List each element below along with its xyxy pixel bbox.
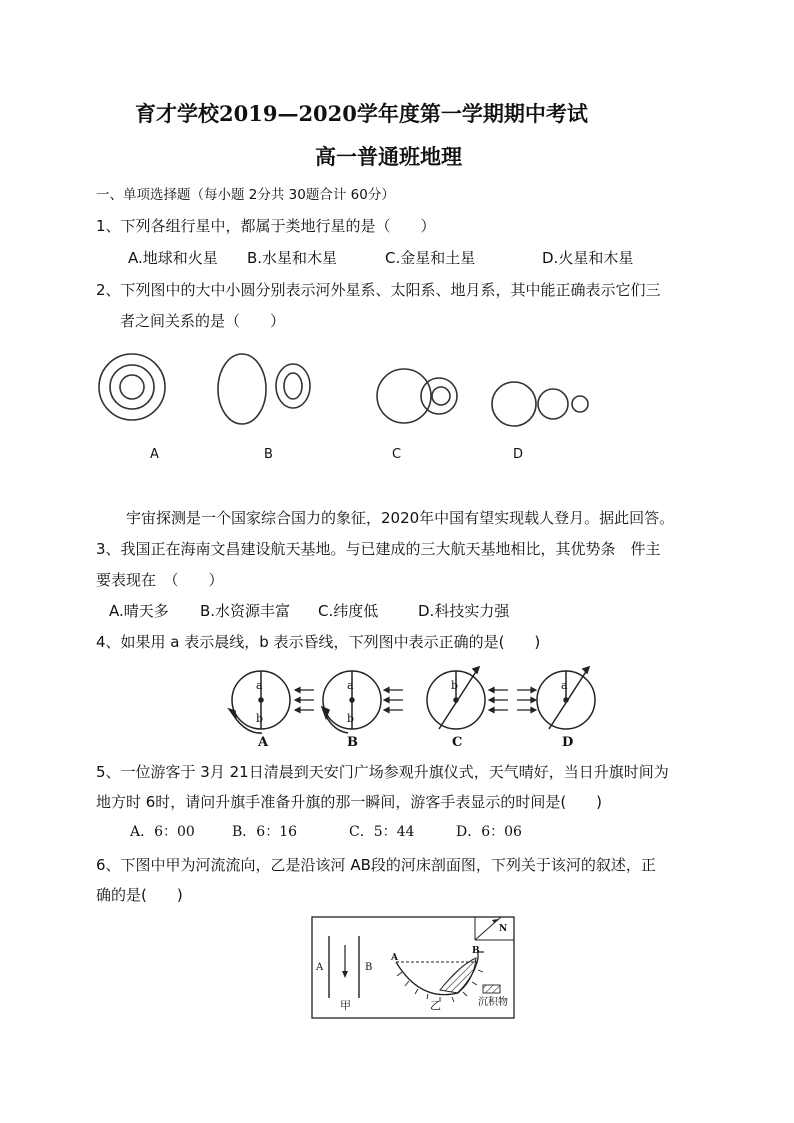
section-heading: 一、单项选择题（每小题 2分共 30题合计 60分） [96,187,395,203]
q4-a-label-fig-b: a [347,679,354,692]
q6-fig-yi: 乙 [430,999,441,1012]
passage-text: 宇宙探测是一个国家综合国力的象征，2020年中国有望实现载人登月。据此回答。 [126,509,675,527]
q2-label-c: C [392,447,402,462]
q4-a-label-fig-d: a [561,679,568,692]
q5-option-d: D．6：06 [456,824,522,840]
q6-stem-line2: 确的是( ) [96,886,183,904]
sediment-area [440,958,476,993]
q3-option-b: B.水资源丰富 [200,602,291,620]
q6-fig-left-a: A [316,962,324,973]
q5-stem-line2: 地方时 6时，请问升旗手准备升旗的那一瞬间，游客手表显示的时间是( ) [96,793,603,811]
q1-option-a: A.地球和火星 [128,249,218,267]
q2-figure-b [218,354,310,424]
q1-option-c: C.金星和土星 [385,249,476,267]
q5-option-c: C．5：44 [349,824,415,840]
q2-stem-line2: 者之间关系的是（ ） [120,312,286,330]
q2-label-d: D [513,447,524,462]
q4-b-label-fig-b: b [347,712,355,725]
exam-title: 育才学校2019—2020学年度第一学期期中考试 [135,101,588,126]
q4-label-b: B [347,735,358,750]
q2-stem-line1: 2、下列图中的大中小圆分别表示河外星系、太阳系、地月系，其中能正确表示它们三 [96,281,661,299]
q5-stem-line1: 5、一位游客于 3月 21日清晨到天安门广场参观升旗仪式，天气晴好，当日升旗时间为 [96,763,669,781]
q1-option-d: D.火星和木星 [542,249,634,267]
q2-figure-d [492,382,588,426]
q4-stem: 4、如果用 a 表示晨线，b 表示昏线，下列图中表示正确的是( ) [96,633,541,651]
exam-subtitle: 高一普通班地理 [315,144,462,169]
q1-option-b: B.水星和木星 [247,249,338,267]
q4-a-label-fig-a: a [256,679,263,692]
q3-stem-line2: 要表现在 （ ） [96,571,224,589]
q6-fig-section-a: A [391,953,398,963]
q6-fig-section-b: B [472,946,480,956]
q2-label-a: A [150,447,159,462]
q6-stem-line1: 6、下图中甲为河流流向，乙是沿该河 AB段的河床剖面图，下列关于该河的叙述，正 [96,856,656,874]
q2-label-b: B [264,447,273,462]
q4-b-label-fig-c: b [451,679,459,692]
q6-fig-north: N [499,924,508,934]
q3-option-c: C.纬度低 [318,602,379,620]
q6-fig-jia: 甲 [340,999,351,1012]
q5-option-a: A．6：00 [130,824,195,840]
q3-option-d: D.科技实力强 [418,602,510,620]
q2-figure-c [377,369,457,423]
q4-label-a: A [258,735,269,750]
q1-stem: 1、下列各组行星中，都属于类地行星的是（ ） [96,217,436,235]
legend-swatch [483,985,500,993]
q6-fig-left-b: B [365,962,373,973]
q4-label-d: D [562,735,574,750]
q3-stem-line1: 3、我国正在海南文昌建设航天基地。与已建成的三大航天基地相比，其优势条 件主 [96,540,661,558]
q3-option-a: A.晴天多 [109,602,169,620]
q4-b-label-fig-a: b [256,712,264,725]
q5-option-b: B．6：16 [232,824,298,840]
q2-figure-a [99,354,165,420]
q6-fig-legend-label: 沉积物 [478,997,508,1008]
q4-label-c: C [452,735,463,750]
q4-sunlight-arrows [295,688,536,713]
